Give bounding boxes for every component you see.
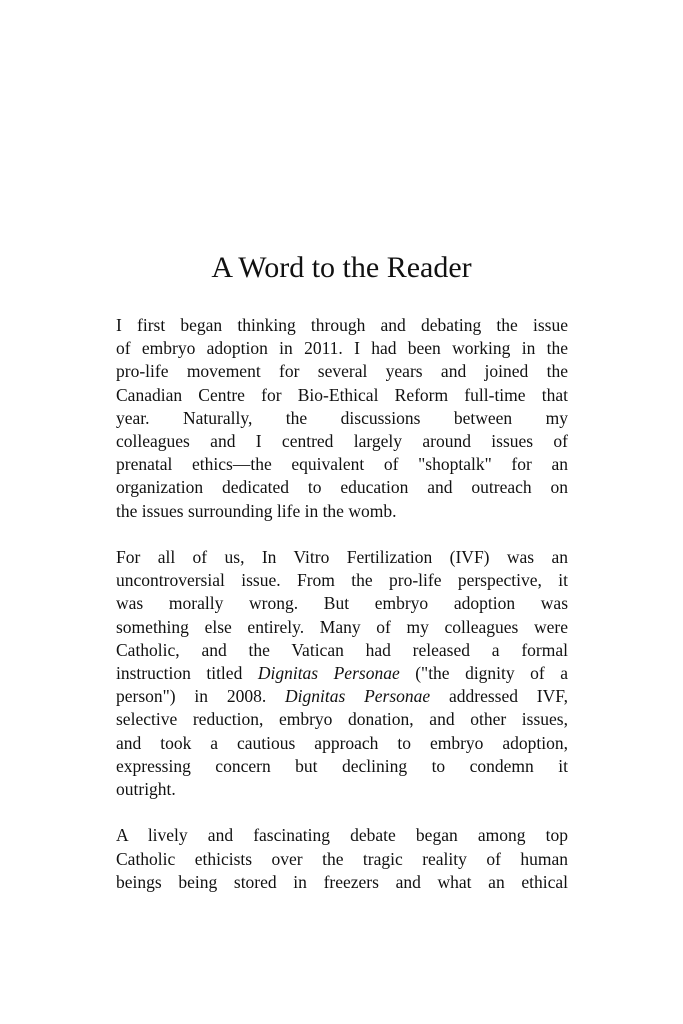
text-line: the issues surrounding life in the womb. (116, 500, 397, 521)
text-line: organization dedicated to education and outreach on (116, 477, 568, 498)
text-line: Canadian Centre for Bio-Ethical Reform full-time that (116, 384, 568, 405)
italic-title: Dignitas Personae (257, 663, 400, 684)
text-line: year. Naturally, the discussions between my (116, 407, 568, 428)
text-line: Catholic, and the Vatican had released a formal (116, 639, 568, 660)
paragraph-2 (116, 546, 568, 801)
text-line: and took a cautious approach to embryo adoption, (116, 732, 568, 753)
text-line (116, 662, 568, 685)
text-line: expressing concern but declining to condemn it (116, 755, 568, 776)
text-line: of embryo adoption in 2011. I had been working in the (116, 338, 568, 359)
text-run: addressed IVF, (430, 686, 568, 707)
text-run: ("the dignity of a (399, 663, 568, 684)
italic-title: Dignitas Personae (285, 686, 431, 707)
text-run: instruction titled (116, 663, 258, 684)
text-line: outright. (116, 779, 176, 800)
text-run: person") in 2008. (116, 686, 286, 707)
text-line: uncontroversial issue. From the pro-life perspective, it (116, 570, 568, 591)
text-line: something else entirely. Many of my colleagues were (116, 616, 568, 637)
text-line: pro-life movement for several years and joined the (116, 361, 568, 382)
text-line: Catholic ethicists over the tragic reality of human (116, 848, 568, 869)
text-line: For all of us, In Vitro Fertilization (IVF) was an (116, 547, 568, 568)
chapter-title: A Word to the Reader (211, 251, 472, 284)
text-line: colleagues and I centred largely around issues of (116, 431, 568, 452)
paragraph-1 (116, 314, 568, 523)
text-line: I first began thinking through and debating the issue (116, 315, 568, 335)
text-line (116, 685, 568, 708)
text-line: was morally wrong. But embryo adoption was (116, 593, 568, 614)
text-line: selective reduction, embryo donation, and other issues, (116, 709, 568, 730)
text-line: beings being stored in freezers and what an ethical (116, 871, 568, 892)
paragraph-3 (116, 824, 568, 894)
text-line: A lively and fascinating debate began among top (116, 825, 568, 846)
text-line: prenatal ethics—the equivalent of "shoptalk" for an (116, 454, 568, 475)
body-text (116, 314, 568, 917)
